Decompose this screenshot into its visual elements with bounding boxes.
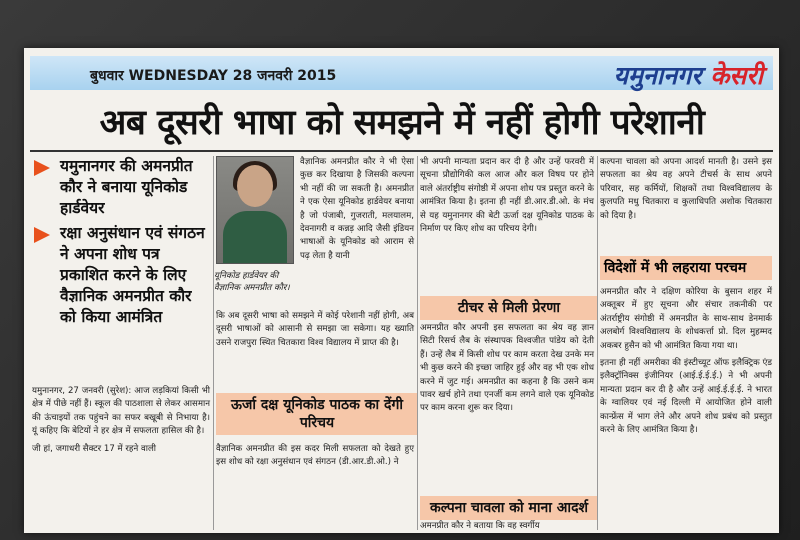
masthead-brand: केसरी	[710, 61, 763, 90]
highlight-item	[32, 223, 210, 328]
masthead-city: यमुनानगर	[613, 61, 702, 90]
column-2-top	[300, 156, 414, 263]
paragraph: अमनप्रीत कौर ने बताया कि वह स्वर्गीय	[420, 521, 540, 531]
newspaper-clipping	[24, 48, 779, 533]
paragraph: कि अब दूसरी भाषा को समझने में कोई परेशानी नहीं होगी, अब दूसरी भाषाओं को आसानी से समझा जा सकेगा। यह ख्याति उसने राजपुरा स्थित चितकारा विश्व विद्यालय में प्राप्त की है।	[216, 311, 414, 348]
headline: अब दूसरी भाषा को समझने में नहीं होगी परेशानी	[99, 103, 705, 143]
highlights-column	[32, 156, 210, 332]
column-2-bottom	[216, 443, 414, 470]
column-1-body	[32, 385, 210, 456]
issue-date: बुधवार WEDNESDAY 28 जनवरी 2015	[90, 68, 337, 84]
paragraph: भी अपनी मान्यता प्रदान कर दी है और उन्हें फरवरी में सूचना प्रौद्योगिकी कल आज और कल विषय पर होने वाले अंतर्राष्ट्रीय संगोष्ठी में अपना शोध पत्र प्रस्तुत करने के आमंत्रित किया है। इतना ही नहीं डी.आर.डी.ओ. के मंच से यह यमुनानगर की बेटी ऊर्जा दक्ष यूनिकोड पाठक के निर्माण पर किए शोध का परिचय देगी।	[420, 157, 594, 235]
paragraph: अमनप्रीत कौर ने दक्षिण कोरिया के बुसान शहर में अक्तूबर में हुए सूचना और संचार तकनीकी पर अंतर्राष्ट्रीय संगोष्ठी में अमनप्रीत के साथ-साथ डेनमार्क अलबोर्ग विश्वविद्यालय के शोधकर्त्ता प्रो. दिल मुहम्मद अकबर हुसैन को भी आमंत्रित किया गया था।	[600, 287, 772, 351]
paragraph: कल्पना चावला को अपना आदर्श मानती है। उसने इस सफलता का श्रेय वह अपने टीचर्स के साथ अपने परिवार, सह कर्मियों, शिक्षकों तथा विश्वविद्यालय के कुलपति मधु चितकारा व कुलाधिपति अशोक चितकारा को दिया है।	[600, 157, 772, 221]
paragraph: वैज्ञानिक अमनप्रीत की इस कदर मिली सफलता को देखते हुए इस शोध को रक्षा अनुसंधान एवं संगठन (डी.आर.डी.ओ.) ने	[216, 444, 414, 468]
column-3-bottom	[420, 520, 594, 533]
paragraph: वैज्ञानिक अमनप्रीत कौर ने भी ऐसा कुछ कर दिखाया है जिसकी कल्पना भी नहीं की जा सकती है। अमनप्रीत ने एक ऐसा यूनिकोड हार्डवेयर बनाया है जो पंजाबी, गुजराती, मलयालम, देवनागरी व कन्नड़ आदि जैसी इंडियन भाषाओं के यूनिकोड को आराम से पढ़ लेता है यानी	[300, 157, 414, 261]
column-divider	[417, 156, 418, 530]
column-4-bottom	[600, 286, 772, 437]
column-divider	[213, 156, 214, 530]
highlight-text: रक्षा अनुसंधान एवं संगठन ने अपना शोध पत्र प्रकाशित करने के लिए वैज्ञानिक अमनप्रीत कौर को किया आमंत्रित	[60, 224, 205, 326]
scientist-photo	[216, 156, 294, 264]
column-4-top	[600, 156, 772, 223]
headline-rule	[30, 150, 773, 152]
header-banner	[30, 56, 773, 90]
subheading: कल्पना चावला को माना आदर्श	[420, 496, 598, 520]
photo-figure-face	[237, 165, 273, 207]
column-3-top	[420, 156, 594, 236]
column-3-middle	[420, 322, 594, 416]
paragraph: यमुनानगर, 27 जनवरी (सुरेश): आज लड़कियां किसी भी क्षेत्र में पीछे नहीं हैं। स्कूल की पाठशाला से लेकर आसमान की ऊंचाइयों तक पहुंचने का सफर बखूबी से निभाया है। यूं कहिए कि बेटियों ने हर क्षेत्र में सफलता हासिल की है।	[32, 386, 210, 437]
photo-figure-body	[223, 211, 287, 263]
paragraph: अमनप्रीत कौर अपनी इस सफलता का श्रेय वह ज्ञान सिटी रिसर्च लैब के संस्थापक विश्वजीत पांडेय को देती हैं। उन्हें लैब में किसी शोध पर काम करता देख उनके मन भी कुछ करने की इच्छा जाहिर हुई और वह भी एक शोध करने में जुट गई। अमनप्रीत का कहना है कि उसने कम पावर खर्च होने तथा एनर्जी कम लगने वाले एक यूनिकोड पर काम करना शुरू कर दिया।	[420, 323, 594, 414]
masthead	[613, 58, 763, 92]
column-divider	[597, 156, 598, 530]
subheading: टीचर से मिली प्रेरणा	[420, 296, 598, 320]
paragraph: जी हां, जगाधरी सैक्टर 17 में रहने वाली	[32, 443, 157, 454]
photo-caption: यूनिकोड हार्डवेयर की वैज्ञानिक अमनप्रीत कौर।	[214, 271, 290, 293]
highlight-text: यमुनानगर की अमनप्रीत कौर ने बनाया यूनिकोड हार्डवेयर	[60, 157, 193, 217]
subheading: विदेशों में भी लहराया परचम	[600, 256, 772, 280]
paragraph: इतना ही नहीं अमरीका की इंस्टीच्यूट ऑफ इलैक्ट्रिक एंड इलैक्ट्रॉनिक्स इंजीनियर (आई.ई.ई.ई.) ने भी अपनी मान्यता प्रदान कर दी है और उन्हें आई.ई.ई.ई. ने भारत के ग्वालियर एवं नई दिल्ली में आयोजित होने वाली कान्फ्रेंस में भाग लेने और अपने शोध प्रबंध को प्रस्तुत करने के लिए आमंत्रित किया है।	[600, 358, 772, 436]
highlight-item	[32, 156, 210, 219]
triangle-bullet-icon	[34, 227, 50, 243]
subheading: ऊर्जा दक्ष यूनिकोड पाठक का देंगी परिचय	[216, 393, 418, 435]
column-2-middle	[216, 310, 414, 350]
triangle-bullet-icon	[34, 160, 50, 176]
